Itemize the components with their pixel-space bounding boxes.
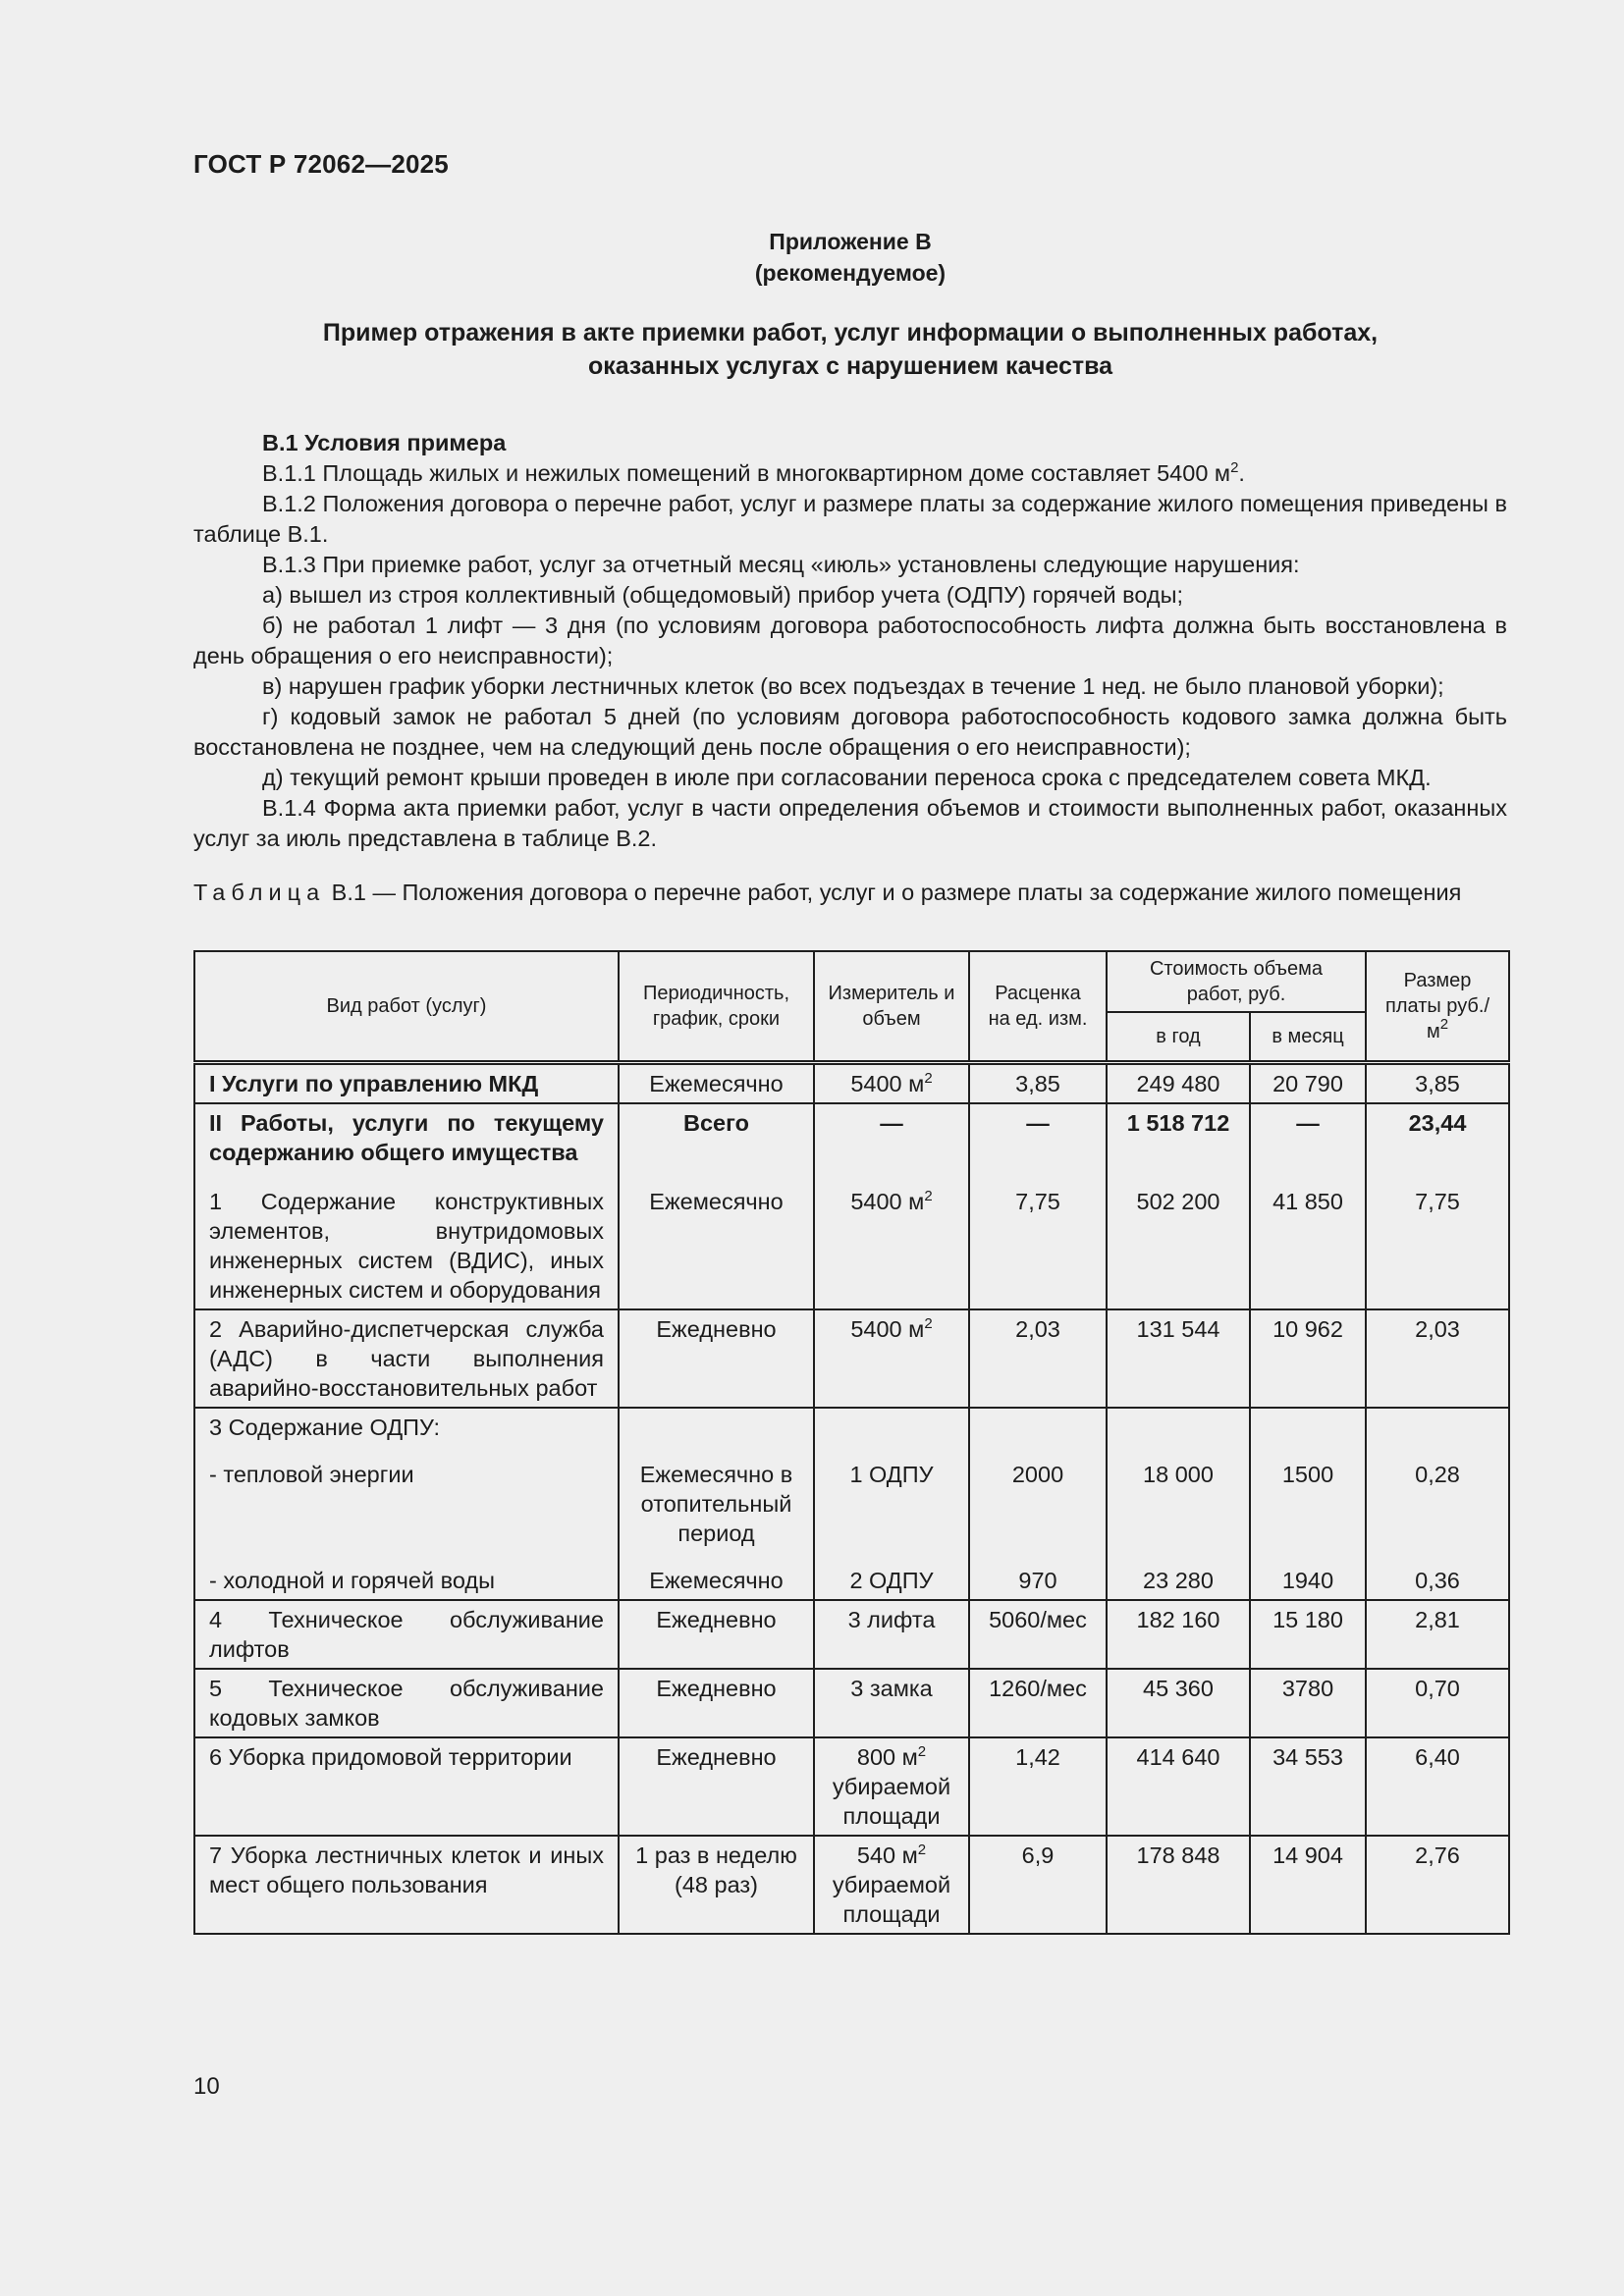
- paragraph-b-1-2: В.1.2 Положения договора о перечне работ, услуг и размере платы за содержание жилого помещения приведены в таблице В.1.: [193, 491, 1507, 547]
- row-month: 3780: [1250, 1669, 1366, 1737]
- group-value: 23,44: [1408, 1110, 1467, 1136]
- row-rate: 1260/мес: [969, 1669, 1107, 1737]
- spacer: [827, 1413, 956, 1460]
- subitem-value: 1940: [1281, 1568, 1334, 1593]
- row-period: [619, 1408, 814, 1600]
- spacer: [1119, 1489, 1237, 1566]
- spacer: [631, 1413, 801, 1460]
- item-v: в) нарушен график уборки лестничных клеток (во всех подъездах в течение 1 нед. не было плановой уборки);: [262, 673, 1444, 699]
- row-fee: 0,70: [1366, 1669, 1509, 1737]
- row-meter: [814, 1836, 969, 1934]
- item-b: б) не работал 1 лифт — 3 дня (по условиям договора работоспособность лифта должна быть восстановлена в день обращения о его неисправности);: [193, 613, 1507, 668]
- row-year: [1107, 1103, 1250, 1309]
- subitem-value: [827, 1187, 956, 1216]
- spacer: [1379, 1413, 1496, 1460]
- meter-text: 800 м: [856, 1744, 918, 1770]
- row-name: [194, 1408, 619, 1600]
- row-period: 1 раз в неделю (48 раз): [619, 1836, 814, 1934]
- row-name: 2 Аварийно-диспетчерская служба (АДС) в части выполнения аварийно-восстановительных работ: [194, 1309, 619, 1408]
- row-period: Ежедневно: [619, 1309, 814, 1408]
- row-year: 414 640: [1107, 1737, 1250, 1836]
- superscript: 2: [924, 1070, 933, 1087]
- group-value: —: [880, 1110, 903, 1136]
- meter-text: убираемой площади: [832, 1872, 951, 1927]
- row-period: Ежемесячно: [619, 1063, 814, 1104]
- row-month: 15 180: [1250, 1600, 1366, 1669]
- header-meter: Измеритель и объем: [814, 951, 969, 1063]
- row-fee: 3,85: [1366, 1063, 1509, 1104]
- table-row: [194, 1309, 1509, 1408]
- superscript: 2: [924, 1315, 933, 1332]
- section-body: [193, 428, 1507, 854]
- row-rate: [969, 1103, 1107, 1309]
- subitem-value: 970: [1018, 1568, 1057, 1593]
- table-row: [194, 1836, 1509, 1934]
- spacer: [209, 1167, 604, 1187]
- subitem-value: 41 850: [1272, 1189, 1343, 1214]
- row-name: 7 Уборка лестничных клеток и иных мест общего пользования: [194, 1836, 619, 1934]
- contract-table: [193, 950, 1510, 1935]
- row-name: 5 Техническое обслуживание кодовых замков: [194, 1669, 619, 1737]
- spacer: [827, 1489, 956, 1566]
- main-title-line-1: Пример отражения в акте приемки работ, услуг информации о выполненных работах,: [322, 319, 1379, 347]
- spacer: [1263, 1413, 1353, 1460]
- subitem-value: 2 ОДПУ: [849, 1568, 934, 1593]
- item-g: г) кодовый замок не работал 5 дней (по условиям договора работоспособность кодового замка должна быть восстановлена не позднее, чем на следующий день после обращения о его неисправности);: [193, 704, 1507, 760]
- row-period: [619, 1103, 814, 1309]
- subitem-value: 2000: [1011, 1462, 1064, 1487]
- item-a: а) вышел из строя коллективный (общедомовый) прибор учета (ОДПУ) горячей воды;: [262, 582, 1184, 608]
- row-rate: 5060/мес: [969, 1600, 1107, 1669]
- spacer: [1119, 1138, 1237, 1187]
- row-rate: 6,9: [969, 1836, 1107, 1934]
- row-period: Ежедневно: [619, 1669, 814, 1737]
- row-rate: [969, 1408, 1107, 1600]
- superscript: 2: [1230, 459, 1239, 476]
- subitem-value: 0,28: [1415, 1462, 1460, 1487]
- table-caption-text: В.1 — Положения договора о перечне работ, услуг и о размере платы за содержание жилого помещения: [325, 880, 1462, 905]
- row-meter: [814, 1063, 969, 1104]
- row-year: 182 160: [1107, 1600, 1250, 1669]
- superscript: 2: [924, 1188, 933, 1204]
- subitem-value: 23 280: [1143, 1568, 1214, 1593]
- row-fee: 2,76: [1366, 1836, 1509, 1934]
- row-meter: [814, 1408, 969, 1600]
- paragraph-b-1-1: [193, 458, 1507, 489]
- table-row: [194, 1408, 1509, 1600]
- row-month: 14 904: [1250, 1836, 1366, 1934]
- row-fee: [1366, 1103, 1509, 1309]
- row-month: 10 962: [1250, 1309, 1366, 1408]
- section-heading: В.1 Условия примера: [262, 430, 507, 455]
- spacer: [1119, 1413, 1237, 1460]
- group-value: 1 518 712: [1126, 1110, 1230, 1136]
- row-month: 20 790: [1250, 1063, 1366, 1104]
- table-row: [194, 1737, 1509, 1836]
- subitem-name: - тепловой энергии: [209, 1462, 414, 1487]
- appendix-status: (рекомендуемое): [754, 260, 947, 286]
- row-meter: [814, 1309, 969, 1408]
- meter-text: 540 м: [856, 1842, 918, 1868]
- row-fee: 6,40: [1366, 1737, 1509, 1836]
- subitem-value: 502 200: [1136, 1189, 1220, 1214]
- appendix-heading: [193, 226, 1507, 289]
- header-rate: Расценка на ед. изм.: [969, 951, 1107, 1063]
- paragraph-b-1-4: В.1.4 Форма акта приемки работ, услуг в части определения объемов и стоимости выполненных работ, оказанных услуг за июль представлена в таблице В.2.: [193, 795, 1507, 851]
- row-name: [194, 1103, 619, 1309]
- row-year: 45 360: [1107, 1669, 1250, 1737]
- document-header: ГОСТ Р 72062—2025: [193, 149, 449, 179]
- header-fee-text: Размер платы руб./м: [1385, 970, 1489, 1042]
- table-row: [194, 1103, 1509, 1309]
- subitem-value: Ежемесячно: [649, 1568, 784, 1593]
- header-period: Периодичность, график, сроки: [619, 951, 814, 1063]
- subitem-value: Ежемесячно в отопительный период: [639, 1462, 793, 1546]
- superscript: 2: [917, 1842, 927, 1858]
- row-month: [1250, 1408, 1366, 1600]
- table-caption-label: Таблица: [193, 880, 326, 905]
- subitem-name: - холодной и горячей воды: [209, 1568, 495, 1593]
- row-fee: [1366, 1408, 1509, 1600]
- row-meter: 3 лифта: [814, 1600, 969, 1669]
- subitem-name: 1 Содержание конструктивных элементов, внутридомовых инженерных систем (ВДИС), иных инженерных систем и оборудования: [209, 1189, 604, 1303]
- spacer: [982, 1489, 1094, 1566]
- header-month: в месяц: [1250, 1012, 1366, 1063]
- item-d: д) текущий ремонт крыши проведен в июле при согласовании переноса срока с председателем совета МКД.: [262, 765, 1432, 790]
- row-fee: 2,81: [1366, 1600, 1509, 1669]
- header-year: в год: [1107, 1012, 1250, 1063]
- spacer: [1263, 1138, 1353, 1187]
- paragraph-b-1-1-text: В.1.1 Площадь жилых и нежилых помещений в многоквартирном доме составляет 5400 м: [262, 460, 1231, 486]
- group-value: —: [1296, 1110, 1320, 1136]
- meter-text: 5400 м: [850, 1071, 925, 1096]
- subitem-value: 7,75: [1015, 1189, 1060, 1214]
- spacer: [1379, 1489, 1496, 1566]
- spacer: [209, 1489, 604, 1566]
- row-name: I Услуги по управлению МКД: [194, 1063, 619, 1104]
- spacer: [631, 1138, 801, 1187]
- spacer: [631, 1548, 801, 1566]
- table-caption: [193, 878, 1507, 908]
- group-value: —: [1026, 1110, 1050, 1136]
- row-fee: 2,03: [1366, 1309, 1509, 1408]
- row-year: [1107, 1408, 1250, 1600]
- spacer: [982, 1413, 1094, 1460]
- superscript: 2: [1439, 1016, 1449, 1033]
- spacer: [209, 1442, 604, 1460]
- paragraph-end: .: [1238, 460, 1245, 486]
- subitem-value: 0,36: [1415, 1568, 1460, 1593]
- superscript: 2: [917, 1743, 927, 1760]
- row-name: 6 Уборка придомовой территории: [194, 1737, 619, 1836]
- spacer: [1379, 1138, 1496, 1187]
- table-row: [194, 1600, 1509, 1669]
- subitem-value: Ежемесячно: [649, 1189, 784, 1214]
- table-row: [194, 1669, 1509, 1737]
- main-title-line-2: оказанных услугах с нарушением качества: [587, 352, 1113, 380]
- subitem-value: 7,75: [1415, 1189, 1460, 1214]
- row-year: 249 480: [1107, 1063, 1250, 1104]
- row-rate: 2,03: [969, 1309, 1107, 1408]
- meter-text: 5400 м: [850, 1189, 925, 1214]
- main-title: [193, 316, 1507, 383]
- row-meter: [814, 1737, 969, 1836]
- group-value: Всего: [683, 1110, 749, 1136]
- meter-text: убираемой площади: [832, 1774, 951, 1829]
- appendix-title: Приложение В: [769, 229, 932, 254]
- row-month: 34 553: [1250, 1737, 1366, 1836]
- subitem-value: 18 000: [1143, 1462, 1214, 1487]
- row-month: [1250, 1103, 1366, 1309]
- spacer: [1263, 1489, 1353, 1566]
- row-period: Ежедневно: [619, 1737, 814, 1836]
- paragraph-b-1-3: В.1.3 При приемке работ, услуг за отчетный месяц «июль» установлены следующие нарушения:: [262, 552, 1300, 577]
- row-rate: 1,42: [969, 1737, 1107, 1836]
- meter-text: 5400 м: [850, 1316, 925, 1342]
- row-meter: 3 замка: [814, 1669, 969, 1737]
- row-year: 178 848: [1107, 1836, 1250, 1934]
- group-title: 3 Содержание ОДПУ:: [209, 1415, 440, 1440]
- page-number: 10: [193, 2073, 220, 2100]
- row-rate: 3,85: [969, 1063, 1107, 1104]
- spacer: [982, 1138, 1094, 1187]
- spacer: [827, 1138, 956, 1187]
- row-period: Ежедневно: [619, 1600, 814, 1669]
- header-kind: Вид работ (услуг): [194, 951, 619, 1063]
- header-cost: Стоимость объема работ, руб.: [1107, 951, 1366, 1012]
- subitem-value: 1 ОДПУ: [849, 1462, 934, 1487]
- header-fee: [1366, 951, 1509, 1063]
- row-year: 131 544: [1107, 1309, 1250, 1408]
- table-row: [194, 1063, 1509, 1104]
- group-title: II Работы, услуги по текущему содержанию общего имущества: [209, 1110, 604, 1165]
- row-name: 4 Техническое обслуживание лифтов: [194, 1600, 619, 1669]
- table-header-row: [194, 951, 1509, 1012]
- subitem-value: 1500: [1281, 1462, 1334, 1487]
- row-meter: [814, 1103, 969, 1309]
